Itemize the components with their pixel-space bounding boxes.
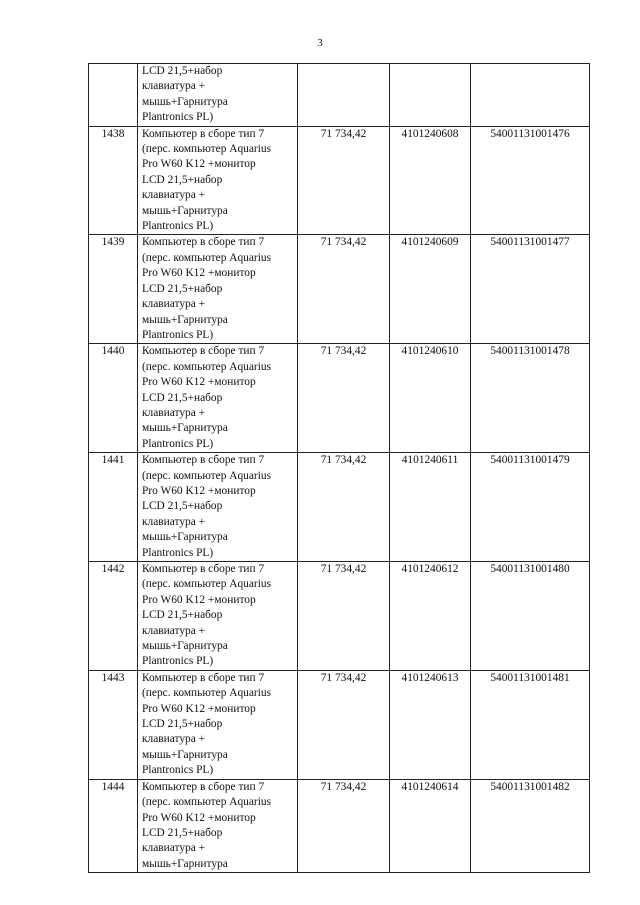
description-line: Pro W60 K12 +монитор [142, 702, 256, 715]
description-line: Plantronics PL) [142, 546, 214, 559]
description-line: Pro W60 K12 +монитор [142, 376, 256, 389]
description-line: LCD 21,5+набор [142, 173, 223, 186]
description-line: Компьютер в сборе тип 7 [142, 780, 265, 793]
row-number-cell: 1438 [89, 126, 138, 235]
description-line: мышь+Гарнитура [142, 95, 228, 108]
code-cell: 54001131001476 [471, 126, 590, 235]
description-line: клавиатура + [142, 515, 206, 528]
description-line: LCD 21,5+набор [142, 826, 223, 839]
inventory-number-cell: 4101240613 [390, 670, 471, 779]
description-line: клавиатура + [142, 842, 206, 855]
description-line: LCD 21,5+набор [142, 282, 223, 295]
description-line: клавиатура + [142, 406, 206, 419]
price-cell: 71 734,42 [298, 779, 390, 872]
description-line: Компьютер в сборе тип 7 [142, 454, 265, 467]
description-line: Pro W60 K12 +монитор [142, 267, 256, 280]
description-line: Pro W60 K12 +монитор [142, 811, 256, 824]
code-cell: 54001131001478 [471, 344, 590, 453]
description-cell [138, 344, 298, 453]
description-line: мышь+Гарнитура [142, 422, 228, 435]
code-cell: 54001131001480 [471, 562, 590, 671]
price-cell: 71 734,42 [298, 126, 390, 235]
table-row [89, 562, 590, 671]
table-row [89, 453, 590, 562]
description-cell [138, 235, 298, 344]
table-row [89, 235, 590, 344]
description-line: (перс. компьютер Aquarius [142, 143, 272, 156]
price-cell: 71 734,42 [298, 670, 390, 779]
table-row [89, 126, 590, 235]
description-line: мышь+Гарнитура [142, 204, 228, 217]
inventory-number-cell [390, 64, 471, 127]
page-number: 3 [317, 37, 323, 49]
description-line: (перс. компьютер Aquarius [142, 360, 272, 373]
description-cell [138, 562, 298, 671]
inventory-table [88, 63, 590, 873]
description-line: LCD 21,5+набор [142, 718, 223, 731]
inventory-number-cell: 4101240612 [390, 562, 471, 671]
code-cell [471, 64, 590, 127]
description-line: мышь+Гарнитура [142, 313, 228, 326]
description-line: Pro W60 K12 +монитор [142, 158, 256, 171]
description-line: Plantronics PL) [142, 111, 214, 124]
description-line: мышь+Гарнитура [142, 640, 228, 653]
code-cell: 54001131001479 [471, 453, 590, 562]
row-number-cell: 1441 [89, 453, 138, 562]
description-line: (перс. компьютер Aquarius [142, 251, 272, 264]
description-line: Компьютер в сборе тип 7 [142, 127, 265, 140]
inventory-number-cell: 4101240611 [390, 453, 471, 562]
description-line: Компьютер в сборе тип 7 [142, 563, 265, 575]
table-row [89, 779, 590, 872]
description-line: клавиатура + [142, 733, 206, 746]
description-line: (перс. компьютер Aquarius [142, 796, 272, 809]
description-cell [138, 453, 298, 562]
description-line: мышь+Гарнитура [142, 531, 228, 544]
description-line: клавиатура + [142, 624, 206, 637]
description-line: LCD 21,5+набор [142, 391, 223, 404]
inventory-number-cell: 4101240608 [390, 126, 471, 235]
description-line: Plantronics PL) [142, 220, 214, 233]
code-cell: 54001131001482 [471, 779, 590, 872]
row-number-cell: 1440 [89, 344, 138, 453]
table-row [89, 670, 590, 779]
row-number-cell: 1442 [89, 562, 138, 671]
description-line: Plantronics PL) [142, 437, 214, 450]
description-line: Pro W60 K12 +монитор [142, 484, 256, 497]
description-line: (перс. компьютер Aquarius [142, 687, 272, 700]
description-line: LCD 21,5+набор [142, 65, 223, 77]
table-row [89, 344, 590, 453]
description-cell [138, 64, 298, 127]
table-body [89, 64, 590, 873]
price-cell: 71 734,42 [298, 562, 390, 671]
price-cell: 71 734,42 [298, 344, 390, 453]
description-line: клавиатура + [142, 189, 206, 202]
price-cell [298, 64, 390, 127]
description-line: клавиатура + [142, 298, 206, 311]
row-number-cell: 1444 [89, 779, 138, 872]
description-line: LCD 21,5+набор [142, 609, 223, 622]
description-line: Компьютер в сборе тип 7 [142, 671, 265, 684]
description-line: клавиатура + [142, 80, 206, 93]
description-line: Plantronics PL) [142, 764, 214, 777]
description-cell [138, 670, 298, 779]
description-line: Компьютер в сборе тип 7 [142, 345, 265, 358]
description-line: LCD 21,5+набор [142, 500, 223, 513]
inventory-number-cell: 4101240610 [390, 344, 471, 453]
description-line: Plantronics PL) [142, 328, 214, 341]
description-line: (перс. компьютер Aquarius [142, 469, 272, 482]
description-line: Plantronics PL) [142, 655, 214, 668]
row-number-cell: 1443 [89, 670, 138, 779]
price-cell: 71 734,42 [298, 453, 390, 562]
inventory-number-cell: 4101240609 [390, 235, 471, 344]
description-cell [138, 779, 298, 872]
description-line: мышь+Гарнитура [142, 857, 228, 870]
row-number-cell [89, 64, 138, 127]
code-cell: 54001131001481 [471, 670, 590, 779]
description-line: Pro W60 K12 +монитор [142, 593, 256, 606]
price-cell: 71 734,42 [298, 235, 390, 344]
description-line: мышь+Гарнитура [142, 748, 228, 761]
row-number-cell: 1439 [89, 235, 138, 344]
description-line: Компьютер в сборе тип 7 [142, 236, 265, 249]
description-cell [138, 126, 298, 235]
inventory-number-cell: 4101240614 [390, 779, 471, 872]
description-line: (перс. компьютер Aquarius [142, 578, 272, 591]
continuation-row [89, 64, 590, 127]
code-cell: 54001131001477 [471, 235, 590, 344]
